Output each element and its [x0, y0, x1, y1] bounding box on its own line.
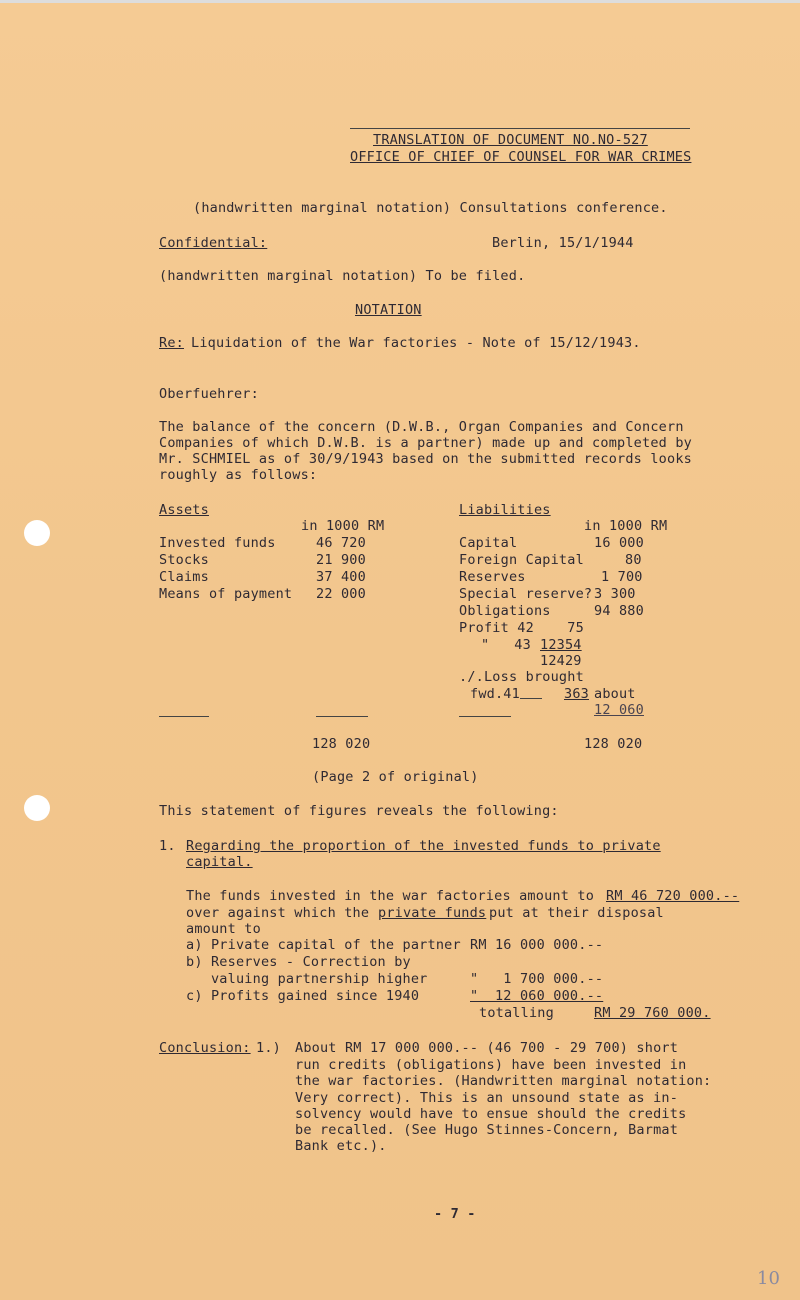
assets-row-value: 21 900 — [316, 552, 366, 568]
assets-total: 128 020 — [312, 736, 371, 752]
liabilities-row-label: Reserves — [459, 569, 526, 585]
assets-unit: in 1000 RM — [301, 518, 385, 534]
funds-line-1a: The funds invested in the war factories amount to — [186, 888, 595, 904]
liabilities-title: Liabilities — [459, 502, 551, 518]
marginal-notation-filed: (handwritten marginal notation) To be filed. — [159, 268, 526, 284]
totalling-label: totalling — [479, 1005, 554, 1021]
statement-line: This statement of figures reveals the following: — [159, 803, 559, 819]
punch-hole-top — [24, 520, 50, 546]
section-number: 1. — [159, 838, 176, 854]
liabilities-total: 128 020 — [584, 736, 643, 752]
liabilities-row-label: Obligations — [459, 603, 551, 619]
funds-line-2c: put at their disposal — [489, 905, 664, 921]
conclusion-line: be recalled. (See Hugo Stinnes-Concern, Barmat — [295, 1122, 679, 1138]
corner-mark: 10 — [757, 1268, 780, 1289]
conclusion-line: About RM 17 000 000.-- (46 700 - 29 700) short — [295, 1040, 679, 1056]
liabilities-unit: in 1000 RM — [584, 518, 668, 534]
assets-row-value: 37 400 — [316, 569, 366, 585]
funds-line-2b: private funds — [378, 905, 487, 921]
conclusion-line: Bank etc.). — [295, 1138, 387, 1154]
conclusion-label: Conclusion: — [159, 1040, 251, 1056]
funds-item-label: a) Private capital of the partner — [186, 937, 461, 953]
liabilities-row-value: 80 — [625, 552, 642, 568]
profit-line-1: Profit 42 75 — [459, 620, 584, 636]
place-date: Berlin, 15/1/1944 — [492, 235, 634, 251]
loss-blank-rule — [520, 698, 542, 699]
addressee: Oberfuehrer: — [159, 386, 259, 402]
page-number: - 7 - — [434, 1206, 476, 1222]
section-title-line-2: capital. — [186, 854, 253, 870]
conclusion-line: solvency would have to ensue should the credits — [295, 1106, 687, 1122]
conclusion-line: the war factories. (Handwritten marginal notation: — [295, 1073, 712, 1089]
loss-value: 363 — [564, 686, 589, 702]
conclusion-line: run credits (obligations) have been invested in — [295, 1057, 687, 1073]
funds-item-label: b) Reserves - Correction by — [186, 954, 411, 970]
section-title-line-1: Regarding the proportion of the invested funds to private — [186, 838, 661, 854]
profit-sum: 12429 — [540, 653, 582, 669]
liabilities-row-label: Special reserve? — [459, 586, 593, 602]
liabilities-row-value: 16 000 — [594, 535, 644, 551]
funds-item-value: RM 16 000 000.-- — [470, 937, 604, 953]
intro-line-2: Companies of which D.W.B. is a partner) made up and completed by — [159, 435, 692, 451]
funds-item-value: " 1 700 000.-- — [470, 971, 604, 987]
assets-row-label: Means of payment — [159, 586, 293, 602]
header-line-2: OFFICE OF CHIEF OF COUNSEL FOR WAR CRIMES — [350, 149, 692, 165]
funds-item-label: valuing partnership higher — [186, 971, 428, 987]
profit-line-2: " 43 — [481, 637, 531, 653]
conclusion-line: Very correct). This is an unsound state as in- — [295, 1090, 679, 1106]
funds-line-2a: over against which the — [186, 905, 370, 921]
liabilities-row-value: 3 300 — [594, 586, 636, 602]
funds-line-3: amount to — [186, 921, 261, 937]
assets-row-value: 46 720 — [316, 535, 366, 551]
re-label: Re: — [159, 335, 184, 351]
loss-line-2: fwd.41 — [470, 686, 520, 702]
totalling-value: RM 29 760 000. — [594, 1005, 711, 1021]
liabilities-row-label: Capital — [459, 535, 518, 551]
confidential-label: Confidential: — [159, 235, 268, 251]
loss-about: about — [594, 686, 636, 702]
assets-label-rule — [159, 716, 209, 717]
funds-line-1b: RM 46 720 000.-- — [606, 888, 740, 904]
loss-result: 12 060 — [594, 702, 644, 718]
page-note: (Page 2 of original) — [312, 769, 479, 785]
header-line-1: TRANSLATION OF DOCUMENT NO.NO-527 — [373, 132, 648, 148]
marginal-notation-consultations: (handwritten marginal notation) Consultations conference. — [193, 200, 668, 216]
assets-row-label: Stocks — [159, 552, 209, 568]
header-top-rule — [350, 128, 690, 129]
funds-item-label: c) Profits gained since 1940 — [186, 988, 420, 1004]
liabilities-row-label: Foreign Capital — [459, 552, 584, 568]
loss-line-1: ./.Loss brought — [459, 669, 584, 685]
intro-line-1: The balance of the concern (D.W.B., Organ Companies and Concern — [159, 419, 684, 435]
page-top-edge — [0, 0, 800, 3]
intro-line-4: roughly as follows: — [159, 467, 318, 483]
assets-row-label: Invested funds — [159, 535, 276, 551]
profit-value-2: 12354 — [540, 637, 582, 653]
conclusion-number: 1.) — [256, 1040, 281, 1056]
liabilities-label-rule — [459, 716, 511, 717]
assets-row-label: Claims — [159, 569, 209, 585]
liabilities-row-value: 94 880 — [594, 603, 644, 619]
liabilities-row-value: 1 700 — [601, 569, 643, 585]
punch-hole-bottom — [24, 795, 50, 821]
assets-value-rule — [316, 716, 368, 717]
intro-line-3: Mr. SCHMIEL as of 30/9/1943 based on the submitted records looks — [159, 451, 692, 467]
funds-item-value: " 12 060 000.-- — [470, 988, 604, 1004]
re-text: Liquidation of the War factories - Note of 15/12/1943. — [191, 335, 641, 351]
assets-row-value: 22 000 — [316, 586, 366, 602]
assets-title: Assets — [159, 502, 209, 518]
document-heading: NOTATION — [355, 302, 422, 318]
